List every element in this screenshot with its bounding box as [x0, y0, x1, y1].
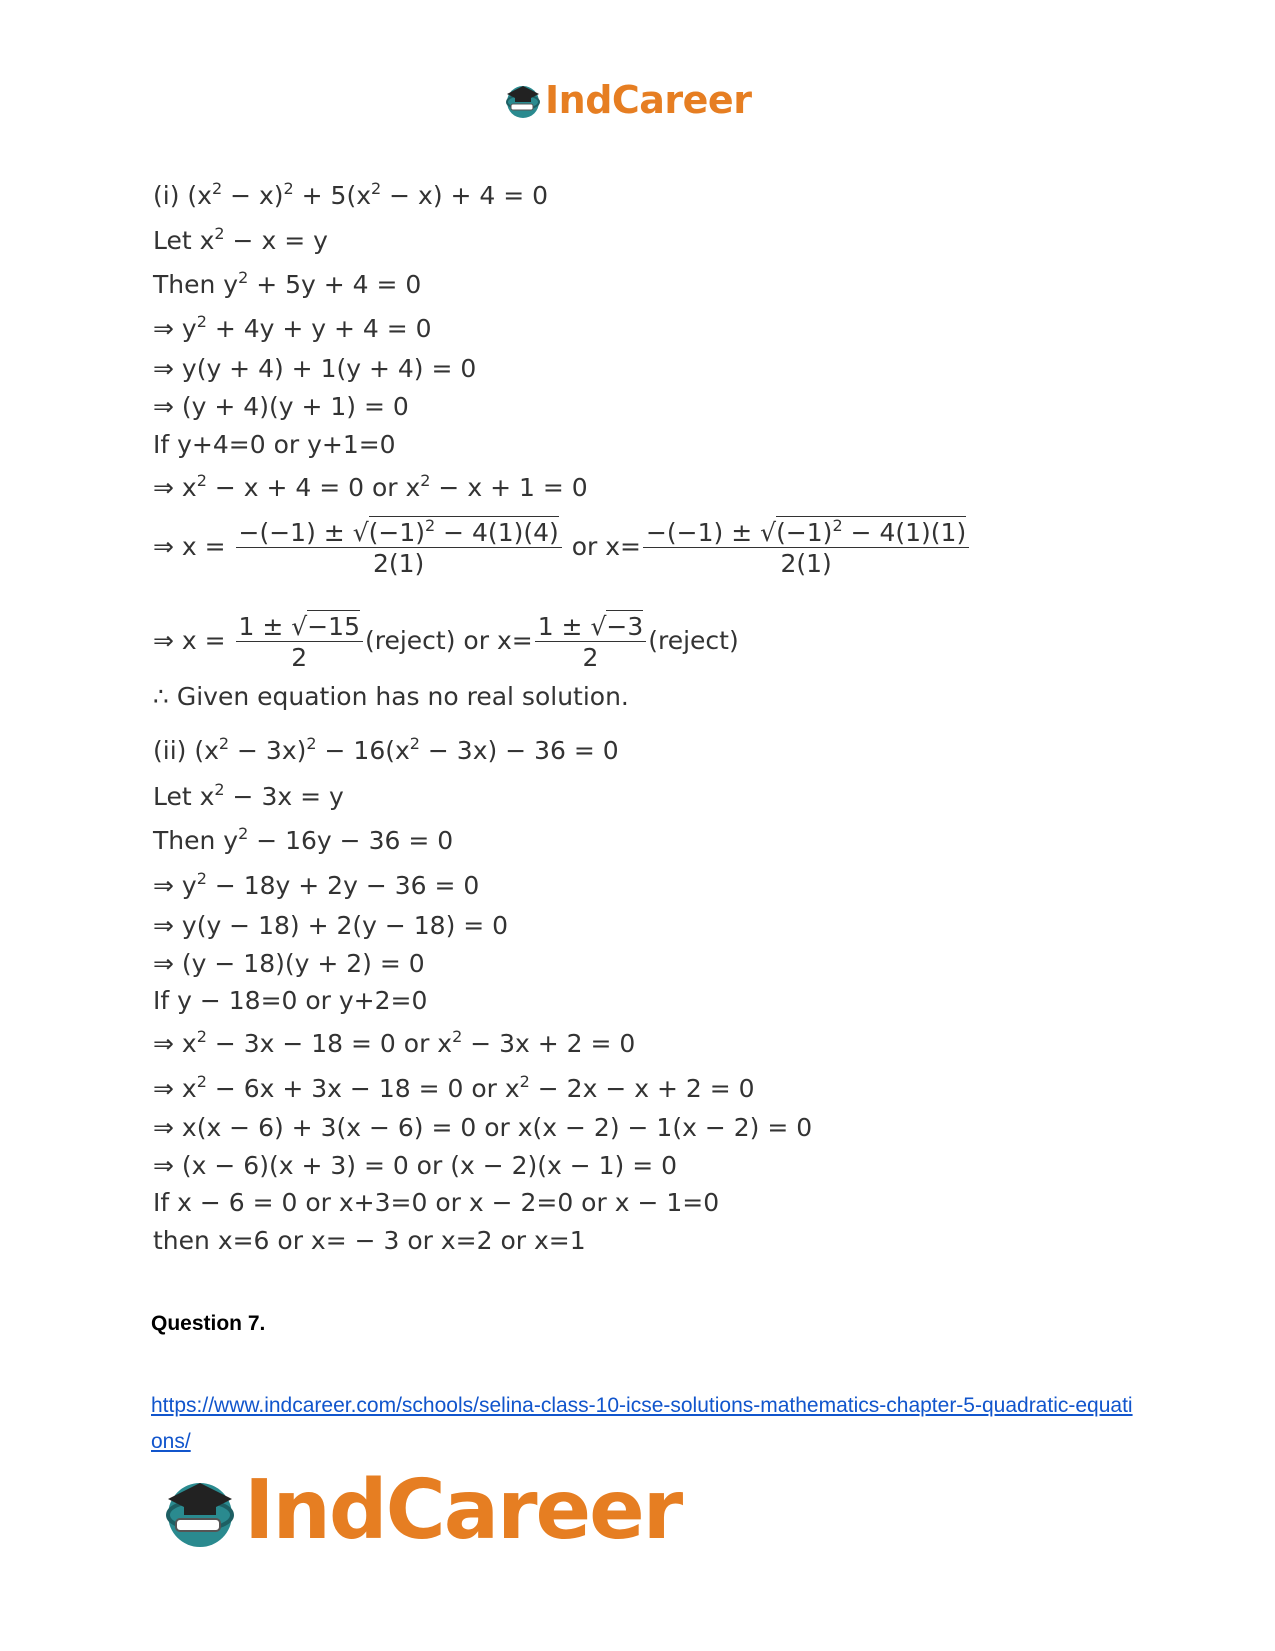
sol-ii-line-2: Let $x^2 - 3x = y$	[153, 780, 344, 811]
sol-i-line-6: ⇒ (y + 4)(y + 1) = 0	[153, 392, 409, 421]
question-heading: Question 7.	[151, 1312, 266, 1335]
sol-i-line-10-roots: ⇒ x = $\frac{1 \pm √-15}{2}$ (reject) or x= $\frac{1 \pm √-3}{2}$ (reject)	[153, 612, 739, 672]
fraction-2: $\frac{-(-1) \pm √(-1)^2 - 4(1)(1)}{2(1)}$	[643, 520, 969, 576]
sol-ii-line-6: ⇒ (y − 18)(y + 2) = 0	[153, 949, 425, 978]
brand-name: IndCareer	[545, 78, 752, 122]
sol-i-line-9-quadratic-formula: ⇒ x = $\frac{-(-1) \pm √(-1)^2 - 4(1)(4)}{2(1)}$ or x= $\frac{-(-1) \pm √(-1)^2 - 4(1)(1)}{2(1)}$	[153, 520, 971, 576]
fraction-3: $\frac{1 \pm √-15}{2}$	[236, 614, 363, 670]
sol-i-line-5: ⇒ y(y + 4) + 1(y + 4) = 0	[153, 354, 477, 383]
sol-ii-line-10: ⇒ x(x − 6) + 3(x − 6) = 0 or x(x − 2) − 1(x − 2) = 0	[153, 1113, 813, 1142]
indcareer-logo-bottom	[160, 1463, 682, 1558]
sol-i-line-2: Let $x^2 - x = y$	[153, 224, 328, 255]
sol-ii-line-9: ⇒ $x^2 - 6x + 3x - 18 = 0$ or $x^2 - 2x - x + 2 = 0$	[153, 1072, 755, 1103]
sol-ii-line-1: (ii) $(x^2 - 3x)^2 - 16(x^2 - 3x) - 36 = 0$	[153, 734, 619, 765]
sol-i-conclusion: ∴ Given equation has no real solution.	[153, 682, 629, 711]
sol-ii-line-8: ⇒ $x^2 - 3x - 18 = 0$ or $x^2 - 3x + 2 = 0$	[153, 1027, 636, 1058]
sol-ii-line-12: If x − 6 = 0 or x+3=0 or x − 2=0 or x − 1=0	[153, 1188, 720, 1217]
sol-i-line-1: (i) $(x^2 - x)^2 + 5(x^2 - x) + 4 = 0$	[153, 179, 549, 210]
brand-name: IndCareer	[244, 1463, 682, 1558]
graduation-cap-globe-icon	[160, 1471, 240, 1551]
indcareer-logo-top	[503, 80, 751, 120]
sol-i-line-8: ⇒ $x^2 - x + 4 = 0$ or $x^2 - x + 1 = 0$	[153, 471, 588, 502]
sol-ii-line-7: If y − 18=0 or y+2=0	[153, 986, 428, 1015]
sol-ii-line-11: ⇒ (x − 6)(x + 3) = 0 or (x − 2)(x − 1) = 0	[153, 1151, 678, 1180]
fraction-1: $\frac{-(-1) \pm √(-1)^2 - 4(1)(4)}{2(1)}$	[236, 520, 562, 576]
sol-i-line-4: ⇒ $y^2 + 4y + y + 4 = 0$	[153, 312, 432, 343]
fraction-4: $\frac{1 \pm √-3}{2}$	[535, 614, 647, 670]
sol-i-line-7: If y+4=0 or y+1=0	[153, 430, 396, 459]
source-link[interactable]: https://www.indcareer.com/schools/selina-class-10-icse-solutions-mathematics-chapter-5-quadratic-equations/	[151, 1394, 1133, 1453]
sol-ii-line-3: Then $y^2 - 16y - 36 = 0$	[153, 824, 454, 855]
sol-i-line-3: Then $y^2 + 5y + 4 = 0$	[153, 268, 422, 299]
graduation-cap-globe-icon	[503, 80, 543, 120]
sol-ii-line-4: ⇒ $y^2 - 18y + 2y - 36 = 0$	[153, 869, 480, 900]
sol-ii-line-5: ⇒ y(y − 18) + 2(y − 18) = 0	[153, 911, 509, 940]
sol-ii-line-13: then x=6 or x= − 3 or x=2 or x=1	[153, 1226, 586, 1255]
